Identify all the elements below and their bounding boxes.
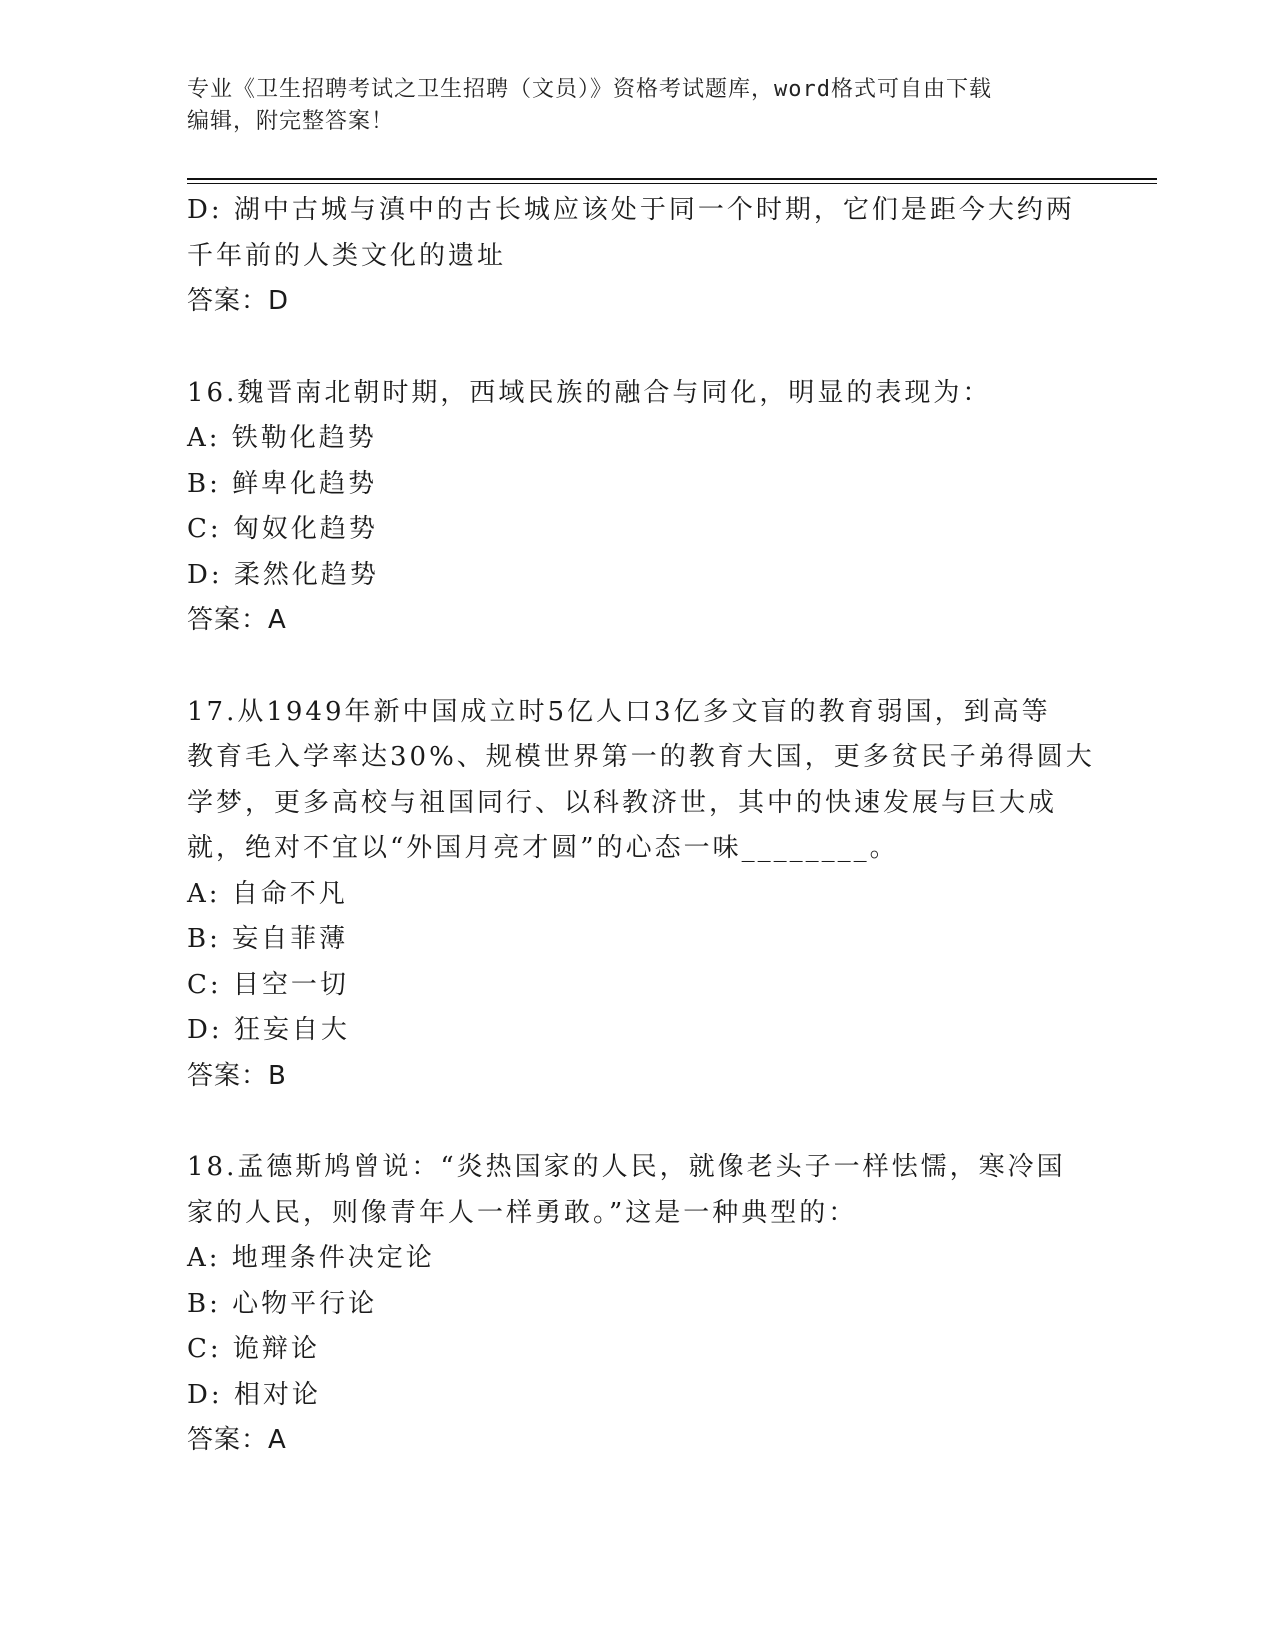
- answer-line: 答案：A: [187, 1425, 287, 1455]
- option-b: B: 妄自菲薄: [187, 924, 349, 954]
- question-content: [187, 188, 1095, 1464]
- question-stem-line: 教育毛入学率达30%、规模世界第一的教育大国，更多贫民子弟得圆大: [187, 742, 1095, 772]
- question-16: [187, 371, 1087, 644]
- option-c: C: 目空一切: [187, 969, 349, 1000]
- spacer: [187, 1099, 1087, 1145]
- question-17: [187, 690, 1095, 1100]
- option-d: D: 狂妄自大: [187, 1015, 350, 1045]
- option-d: D: 相对论: [187, 1379, 321, 1410]
- header-line-1: 专业《卫生招聘考试之卫生招聘（文员）》资格考试题库，word格式可自由下载: [187, 77, 992, 102]
- question-stem-line: 就，绝对不宜以“外国月亮才圆”的心态一味________。: [187, 833, 899, 863]
- header-rule-thick: [187, 178, 1157, 180]
- option-a: A: 地理条件决定论: [187, 1243, 435, 1273]
- question-stem-line: 家的人民，则像青年人一样勇敢。”这是一种典型的：: [187, 1197, 858, 1228]
- option-b: B: 心物平行论: [187, 1288, 378, 1319]
- previous-question-tail: [187, 188, 1087, 325]
- option-d: D: 柔然化趋势: [187, 559, 379, 590]
- option-c: C: 匈奴化趋势: [187, 514, 378, 544]
- question-stem-line: 17.从1949年新中国成立时5亿人口3亿多文盲的教育弱国，到高等: [187, 696, 1051, 727]
- option-d-line-2: 千年前的人类文化的遗址: [187, 240, 507, 271]
- answer-line: 答案：B: [187, 1060, 287, 1091]
- question-18: [187, 1145, 1087, 1464]
- option-c: C: 诡辩论: [187, 1334, 320, 1364]
- option-a: A: 铁勒化趋势: [187, 423, 377, 453]
- question-stem-line: 学梦，更多高校与祖国同行、以科教济世，其中的快速发展与巨大成: [187, 787, 1058, 818]
- header-line-2: 编辑，附完整答案！: [187, 109, 395, 134]
- question-stem-line: 16.魏晋南北朝时期，西域民族的融合与同化，明显的表现为：: [187, 377, 992, 408]
- option-d-line-1: D: 湖中古城与滇中的古长城应该处于同一个时期，它们是距今大约两: [187, 195, 1075, 225]
- option-b: B: 鲜卑化趋势: [187, 468, 378, 499]
- option-a: A: 自命不凡: [187, 878, 348, 909]
- document-header: [187, 74, 1087, 138]
- header-rule-thin: [187, 183, 1157, 184]
- spacer: [187, 644, 1087, 690]
- answer-line: 答案：D: [187, 286, 290, 316]
- question-stem-line: 18.孟德斯鸠曾说：“炎热国家的人民，就像老头子一样怯懦，寒冷国: [187, 1152, 1066, 1182]
- answer-line: 答案：A: [187, 605, 287, 635]
- spacer: [187, 325, 1087, 371]
